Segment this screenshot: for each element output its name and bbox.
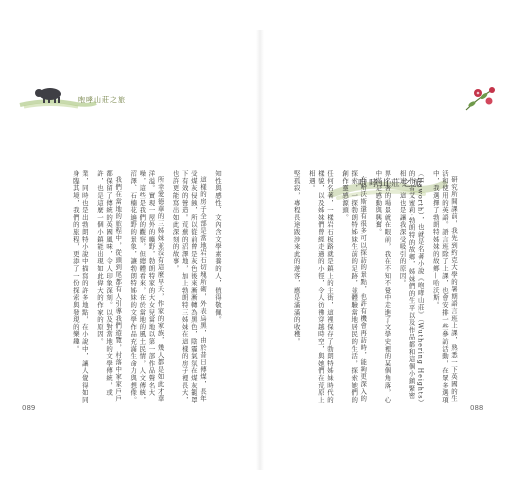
left-paragraph-2: 這樣的房子全部是當地岩石切塊所砌，外表烏黑，由於昔日傳煤，長年受煤灰侵蝕，所以從前曾是灰色後來漸漸轉為黑色，陰霾氣氛在煤灰籠罩下有效的營造。荒蕪的沼澤地，加上勃朗特三姊妹在這樣的房子裡長大，也許更能寫出如此深刻的故事。 bbox=[171, 170, 207, 404]
flower-branch-icon bbox=[462, 84, 498, 112]
right-paragraph-4: 在哈沃斯還有很多可以探訪的景點，也許有機會再訪時，能夠更深入的探索，一探勃朗特姊妹生前的足跡，並體驗當地居民的生活，探索她們的創作靈感源頭。 bbox=[341, 170, 368, 404]
left-page-number: 089 bbox=[22, 404, 36, 412]
right-paragraph-1: 研究所開課前，我先到約克大學的暑期語言班上課，熟悉一下英國的生活和使用的英語。語言班除了上課，也會安排一些參訪活動，在眾多選項中，我選擇了勃朗特姊妹的故鄉—哈沃斯。 bbox=[431, 170, 458, 404]
chapter-title: 咆哮山莊之旅 bbox=[358, 179, 425, 189]
left-paragraph-4: 我們在當地的旅程中，從頭到尾都有人引導我們遊覽，村落中家家戶戶都保留了傳統的英國風味，令人印象深刻。以及對當地的文學傳統，或許，也是這麼一個小鎮能出現如此偉大的作家的原因。 bbox=[95, 170, 123, 403]
right-page-number: 088 bbox=[470, 404, 484, 412]
left-running-header bbox=[18, 80, 128, 110]
left-paragraph-3: 所幸愛德華的三姊妹並沒有這麼早夭，作家的家族，幾人都是如此才華洋溢。實現一屋外的曠野，勃朗特家的大女兒當地以第一部作品聲名大噪，這些是我們的觀察，但總體看來，在於當地的風土民情，人文傳統，沼澤、石楠花遍野的景象，讓勃朗特姊妹的文學作品充滿生命力與想像。 bbox=[129, 170, 165, 404]
left-header-title: 咆哮山莊之旅 bbox=[78, 96, 126, 104]
right-paragraph-6: 堅孤寂，專程長途跋涉來此的遊客，應是滿滿的收穫。 bbox=[292, 170, 301, 346]
book-gutter bbox=[256, 30, 264, 470]
right-paragraph-3: 界名著的場景就在眼前，我在不知不覺中走進了文學史裡的某個角落，心中滿是感動與興奮。 bbox=[374, 170, 392, 404]
left-paragraph-5: 業，同時也是出勃朗特小說中描寫的許多地點，在小說中，讓人覺得如同身臨其境，我們的旅程，更添了一份探索與發現的樂趣。 bbox=[71, 170, 89, 404]
right-paragraph-2: （Haworth），也就是名著小說《咆哮山莊》（Wuthering Heights）的作者艾蜜莉·勃朗特的故鄉，姊妹們的生平以及作品都和這個小鎮緊密相連，這也是讓我深受吸引的原因。 bbox=[398, 170, 425, 404]
left-paragraph-1: 知性與感性、文內含文學素養的人，值得敬佩。 bbox=[214, 170, 222, 324]
left-page-body bbox=[32, 170, 222, 405]
right-page-body bbox=[288, 170, 458, 405]
right-running-header bbox=[462, 84, 498, 112]
right-paragraph-5: 任何名著，一樣岩石板路就是鎮上的主街，這裡保存了勃朗特姊妹時代的樣貌，以及姊妹們曾經走過的小徑，令人彷彿穿越時空，與她們在荒原上相遇。 bbox=[307, 170, 334, 404]
